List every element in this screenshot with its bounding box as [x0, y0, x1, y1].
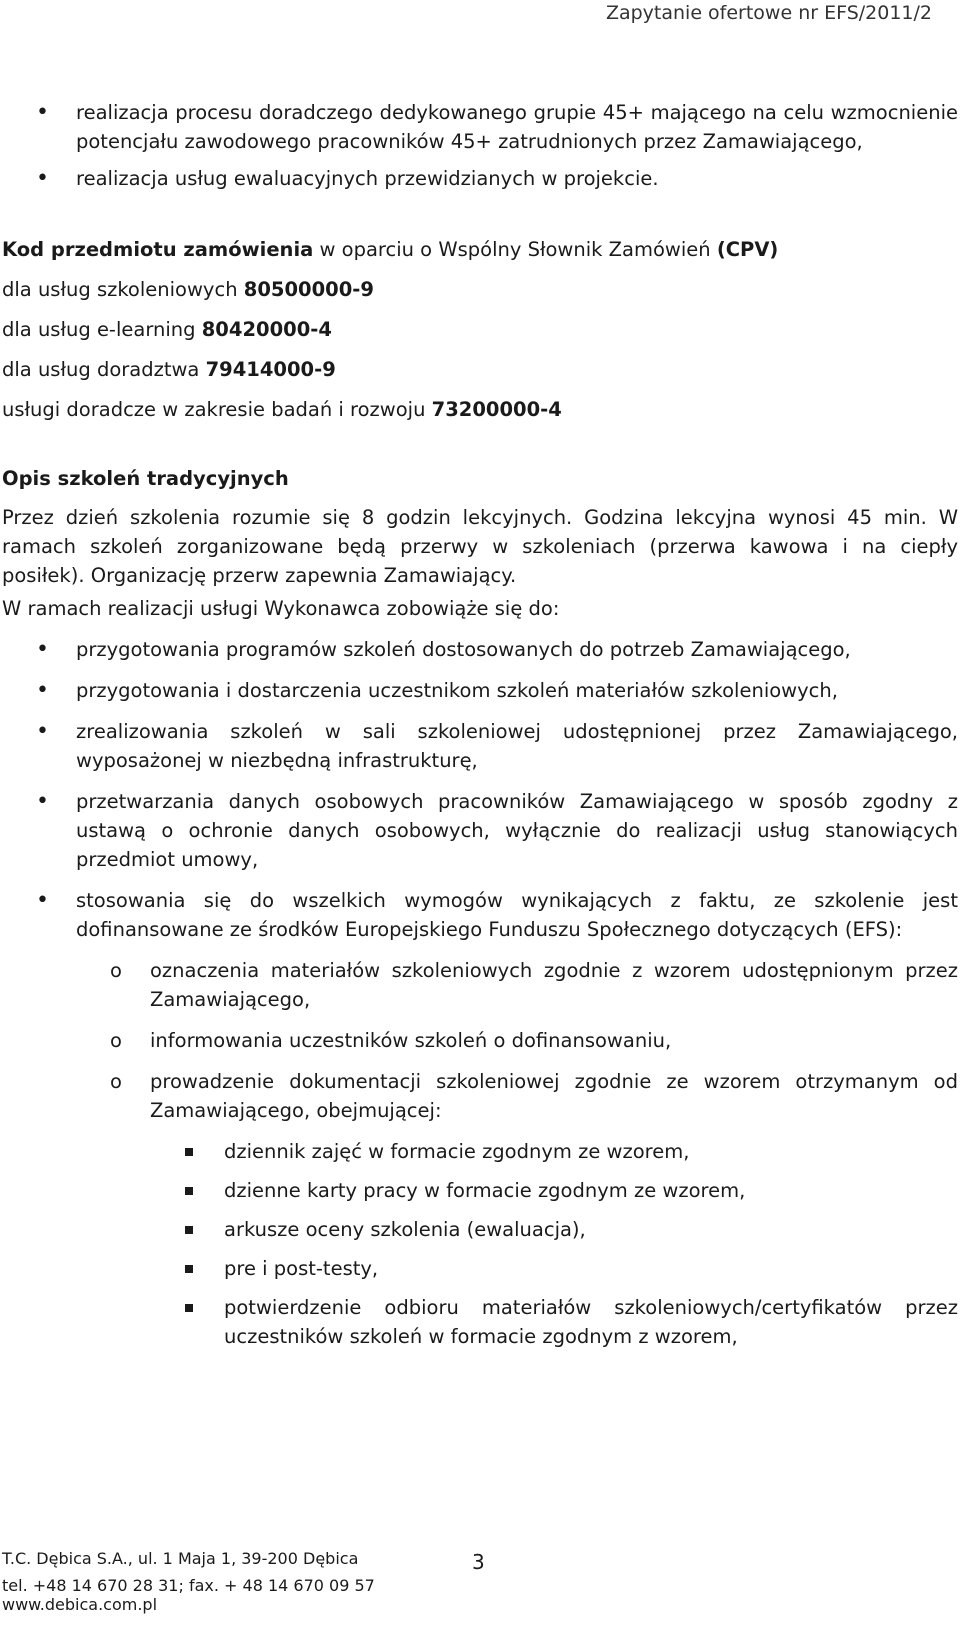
sub-list-marker: o	[110, 959, 122, 982]
cpv-label-code: (CPV)	[716, 238, 779, 261]
cpv-heading	[0, 235, 958, 264]
sub-list-text: oznaczenia materiałów szkoleniowych zgodnie z wzorem udostępnionym przez Zamawiającego,	[150, 959, 958, 1011]
page-footer	[2, 1545, 375, 1618]
section-heading	[0, 464, 958, 493]
cpv-item-code: 80420000-4	[201, 318, 332, 341]
cpv-item	[0, 355, 958, 384]
footer-website: www.debica.com.pl	[2, 1595, 158, 1614]
sub-list-marker: o	[110, 1070, 122, 1093]
sub-list-marker: o	[110, 1029, 122, 1052]
list-item: • przygotowania programów szkoleń dostosowanych do potrzeb Zamawiającego,	[0, 635, 958, 664]
footer-phone: tel. +48 14 670 28 31; fax. + 48 14 670 09 57	[2, 1576, 375, 1595]
cpv-label-bold: Kod przedmiotu zamówienia	[2, 238, 314, 261]
page-content	[0, 98, 958, 1351]
list-item: • stosowania się do wszelkich wymogów wynikających z faktu, ze szkolenie jest dofinansowane ze środków Europejskiego Funduszu Społecznego dotyczących (EFS):	[0, 886, 958, 944]
cpv-item-code: 79414000-9	[205, 358, 336, 381]
section-intro: W ramach realizacji usługi Wykonawca zobowiąże się do:	[2, 597, 560, 620]
cpv-item	[0, 275, 958, 304]
nested-list-item: potwierdzenie odbioru materiałów szkoleniowych/certyfikatów przez uczestników szkoleń w formacie zgodnym z wzorem,	[0, 1293, 958, 1351]
cpv-label-rest: w oparciu o Wspólny Słownik Zamówień	[313, 238, 717, 261]
cpv-item-text: dla usług e-learning	[2, 318, 202, 341]
sub-list-text: informowania uczestników szkoleń o dofinansowaniu,	[150, 1029, 672, 1052]
list-item: • zrealizowania szkoleń w sali szkoleniowej udostępnionej przez Zamawiającego, wyposażonej w niezbędną infrastrukturę,	[0, 717, 958, 775]
page-number: 3	[472, 1550, 485, 1574]
nested-list-item: dziennik zajęć w formacie zgodnym ze wzorem,	[0, 1137, 958, 1166]
cpv-item-text: dla usług szkoleniowych	[2, 278, 244, 301]
page-header: Zapytanie ofertowe nr EFS/2011/2	[605, 2, 932, 24]
sub-list-item	[0, 956, 958, 1014]
sub-list-text: prowadzenie dokumentacji szkoleniowej zgodnie ze wzorem otrzymanym od Zamawiającego, obejmującej:	[150, 1070, 958, 1122]
footer-address: T.C. Dębica S.A., ul. 1 Maja 1, 39-200 Dębica	[2, 1549, 359, 1568]
sub-list-item	[0, 1067, 958, 1125]
list-item: • realizacja usług ewaluacyjnych przewidzianych w projekcie.	[0, 164, 958, 193]
nested-list-item: arkusze oceny szkolenia (ewaluacja),	[0, 1215, 958, 1244]
cpv-item-text: dla usług doradztwa	[2, 358, 206, 381]
cpv-item-text: usługi doradcze w zakresie badań i rozwoju	[2, 398, 432, 421]
cpv-item-code: 80500000-9	[243, 278, 374, 301]
sub-list-item	[0, 1026, 958, 1055]
cpv-item	[0, 315, 958, 344]
nested-list-item: dzienne karty pracy w formacie zgodnym ze wzorem,	[0, 1176, 958, 1205]
section-paragraph: Przez dzień szkolenia rozumie się 8 godzin lekcyjnych. Godzina lekcyjna wynosi 45 min. W ramach szkoleń zorganizowane będą przerwy w szkoleniach (przerwa kawowa i na ciepły posiłek). Organizację przerw zapewnia Zamawiający.	[2, 506, 958, 587]
nested-list-item: pre i post-testy,	[0, 1254, 958, 1283]
list-item: • przetwarzania danych osobowych pracowników Zamawiającego w sposób zgodny z ustawą o ochronie danych osobowych, wyłącznie do realizacji usług stanowiących przedmiot umowy,	[0, 787, 958, 874]
cpv-item	[0, 395, 958, 424]
section-heading-text: Opis szkoleń tradycyjnych	[2, 467, 289, 490]
list-item: • realizacja procesu doradczego dedykowanego grupie 45+ mającego na celu wzmocnienie potencjału zawodowego pracowników 45+ zatrudnionych przez Zamawiającego,	[0, 98, 958, 156]
list-item: • przygotowania i dostarczenia uczestnikom szkoleń materiałów szkoleniowych,	[0, 676, 958, 705]
cpv-item-code: 73200000-4	[431, 398, 562, 421]
